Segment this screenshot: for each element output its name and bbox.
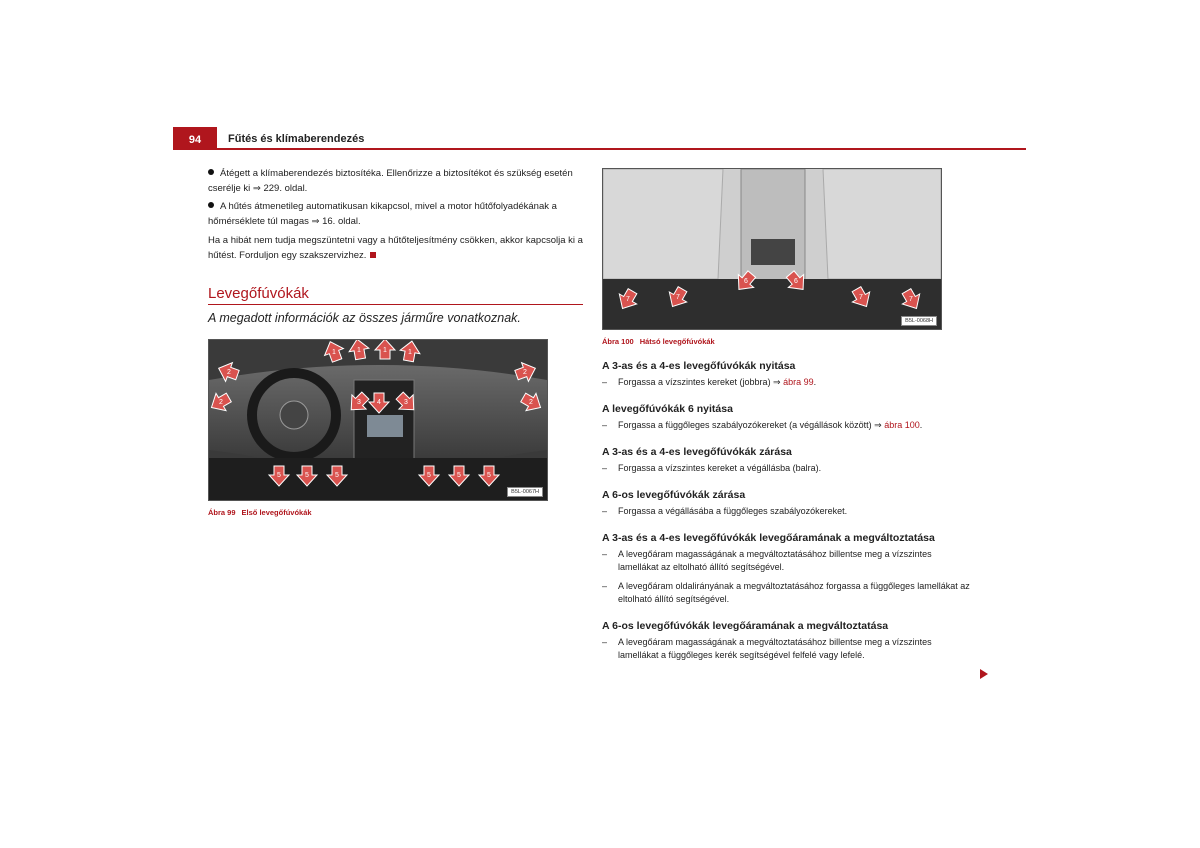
instruction-tail: . bbox=[813, 377, 817, 387]
vent-number-label: 7 bbox=[676, 294, 680, 301]
paragraph bbox=[208, 233, 583, 263]
vent-number-label: 3 bbox=[404, 399, 408, 406]
instruction-text: Forgassa a vízszintes kereket (jobbra) ⇒ bbox=[618, 377, 784, 387]
figure-front-vents bbox=[208, 339, 548, 501]
vent-number-label: 2 bbox=[227, 369, 231, 376]
vent-number-label: 2 bbox=[529, 399, 533, 406]
bullet-item bbox=[208, 166, 583, 196]
instruction-heading: A 3-as és a 4-es levegőfúvókák nyitása bbox=[602, 360, 796, 372]
left-column bbox=[208, 166, 583, 517]
instruction-item bbox=[602, 580, 972, 606]
instruction-item bbox=[602, 376, 972, 389]
vent-number-label: 5 bbox=[305, 472, 309, 479]
vent-number-label: 5 bbox=[277, 472, 281, 479]
vent-number-label: 1 bbox=[332, 349, 336, 356]
instruction-text: Forgassa a vízszintes kereket a végállásba (balra). bbox=[618, 463, 822, 473]
dash: – bbox=[602, 581, 608, 591]
instruction-heading: A 6-os levegőfúvókák levegőáramának a megváltoztatása bbox=[602, 620, 889, 632]
vent-number-label: 1 bbox=[383, 347, 387, 354]
page-header-title: Fűtés és klímaberendezés bbox=[228, 133, 365, 145]
vent-number-label: 7 bbox=[909, 296, 913, 303]
vent-number-label: 2 bbox=[219, 399, 223, 406]
instruction-section bbox=[602, 620, 972, 662]
section-title: Levegőfúvókák bbox=[208, 285, 583, 305]
next-page-icon[interactable] bbox=[980, 669, 988, 679]
instruction-section bbox=[602, 489, 972, 518]
instruction-item bbox=[602, 462, 972, 475]
rear-console-illustration bbox=[603, 169, 941, 329]
instruction-section bbox=[602, 403, 972, 432]
figure-reference-link[interactable]: ábra 99 bbox=[783, 377, 814, 387]
instruction-sections bbox=[602, 360, 972, 662]
caption-text: Első levegőfúvókák bbox=[241, 508, 312, 517]
instruction-text: Forgassa a végállásába a függőleges szabályozókereket. bbox=[618, 506, 848, 516]
instruction-text: A levegőáram magasságának a megváltoztatásához billentse meg a vízszintes lamellákat a függőleges kerék segítségével felfelé vagy lefelé. bbox=[618, 637, 932, 660]
page-number: 94 bbox=[173, 127, 217, 150]
dash: – bbox=[602, 549, 608, 559]
vent-number-label: 5 bbox=[427, 472, 431, 479]
vent-number-label: 4 bbox=[377, 399, 381, 406]
figure-code: B5L-0067H bbox=[507, 487, 543, 497]
instruction-item bbox=[602, 505, 972, 518]
figure-rear-vents bbox=[602, 168, 942, 330]
instruction-heading: A levegőfúvókák 6 nyitása bbox=[602, 403, 733, 415]
vent-number-label: 5 bbox=[487, 472, 491, 479]
bullet-icon bbox=[208, 202, 214, 208]
figure-code: B5L-0068H bbox=[901, 316, 937, 326]
section-subtitle: A megadott információk az összes járműre vonatkoznak. bbox=[208, 311, 521, 325]
bullet-text: Átégett a klímaberendezés biztosítéka. Ellenőrizze a biztosítékot és szükség esetén cserélje ki ⇒ 229. oldal. bbox=[208, 168, 573, 194]
vent-number-label: 6 bbox=[794, 278, 798, 285]
instruction-heading: A 6-os levegőfúvókák zárása bbox=[602, 489, 746, 501]
instruction-heading: A 3-as és a 4-es levegőfúvókák zárása bbox=[602, 446, 792, 458]
right-column bbox=[602, 168, 972, 668]
figure-reference-link[interactable]: ábra 100 bbox=[884, 420, 920, 430]
instruction-text: Forgassa a függőleges szabályozókereket (a végállások között) ⇒ bbox=[618, 420, 885, 430]
dash: – bbox=[602, 637, 608, 647]
instruction-section bbox=[602, 532, 972, 606]
vent-number-label: 6 bbox=[744, 278, 748, 285]
instruction-section bbox=[602, 360, 972, 389]
caption-number: Ábra 99 bbox=[208, 508, 236, 517]
bullet-icon bbox=[208, 169, 214, 175]
instruction-text: A levegőáram oldalirányának a megváltoztatásához forgassa a függőleges lamellákat az eltolható állító segítségével. bbox=[618, 581, 970, 604]
instruction-tail: . bbox=[919, 420, 923, 430]
bullet-item bbox=[208, 199, 583, 229]
end-of-section-icon bbox=[370, 252, 376, 258]
bullet-text: A hűtés átmenetileg automatikusan kikapcsol, mivel a motor hűtőfolyadékának a hőmérséklete túl magas ⇒ 16. oldal. bbox=[208, 201, 557, 227]
vent-number-label: 5 bbox=[335, 472, 339, 479]
caption-number: Ábra 100 bbox=[602, 337, 634, 346]
paragraph-text: Ha a hibát nem tudja megszüntetni vagy a hűtőteljesítmény csökken, akkor kapcsolja ki a hűtést. Forduljon egy szakszervizhez. bbox=[208, 235, 583, 261]
dash: – bbox=[602, 463, 608, 473]
instruction-heading: A 3-as és a 4-es levegőfúvókák levegőáramának a megváltoztatása bbox=[602, 532, 935, 544]
vent-number-label: 1 bbox=[357, 347, 361, 354]
figure-caption bbox=[602, 337, 972, 346]
caption-text: Hátsó levegőfúvókák bbox=[639, 337, 715, 346]
instruction-item bbox=[602, 419, 972, 432]
vent-number-label: 7 bbox=[859, 294, 863, 301]
vent-number-label: 7 bbox=[626, 296, 630, 303]
dash: – bbox=[602, 377, 608, 387]
dashboard-illustration bbox=[209, 340, 547, 500]
figure-caption bbox=[208, 508, 583, 517]
vent-number-label: 1 bbox=[408, 349, 412, 356]
instruction-text: A levegőáram magasságának a megváltoztatásához billentse meg a vízszintes lamellákat az eltolható állító segítségével. bbox=[618, 549, 932, 572]
header-rule bbox=[173, 148, 1026, 150]
vent-number-label: 2 bbox=[523, 369, 527, 376]
vent-number-label: 3 bbox=[357, 399, 361, 406]
dash: – bbox=[602, 506, 608, 516]
instruction-item bbox=[602, 548, 972, 574]
instruction-section bbox=[602, 446, 972, 475]
dash: – bbox=[602, 420, 608, 430]
vent-number-label: 5 bbox=[457, 472, 461, 479]
instruction-item bbox=[602, 636, 972, 662]
